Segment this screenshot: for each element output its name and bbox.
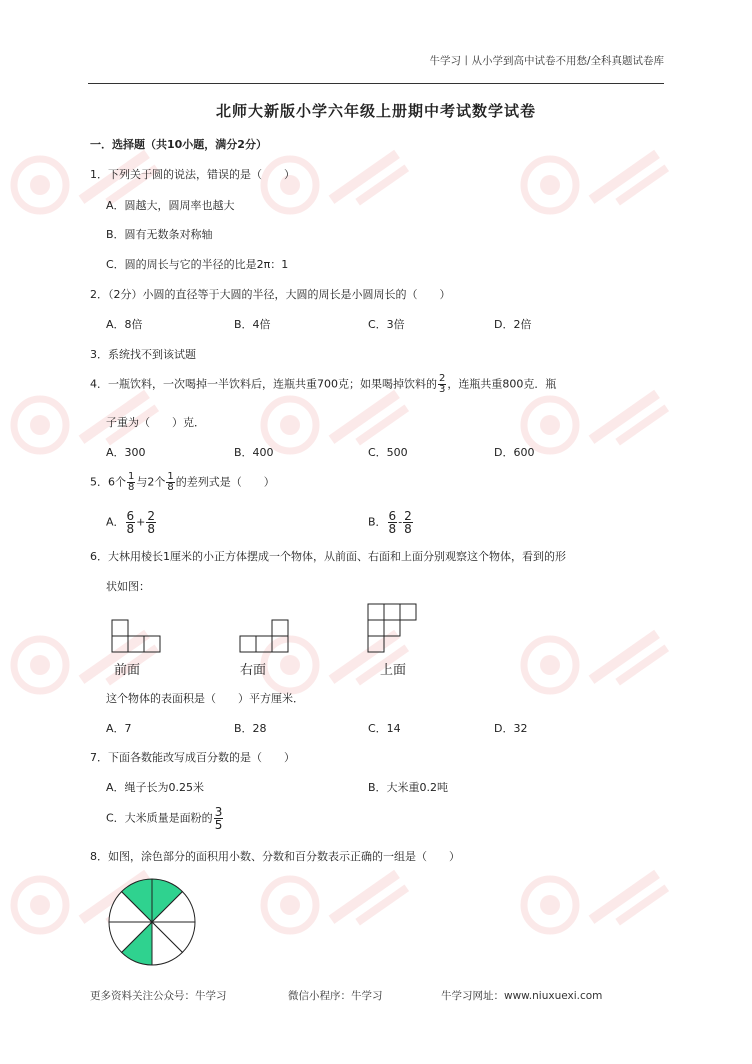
q6-views-figure [104,598,424,682]
view-label-front: 前面 [114,663,141,678]
header-text: 牛学习丨从小学到高中试卷不用愁/全科真题试卷库 [429,55,664,67]
top-view [368,604,416,652]
q5-stem [90,472,275,493]
q2-option-c: C．3倍 [368,318,405,331]
q5-option-b [368,510,414,535]
q2-option-d: D．2倍 [494,318,532,331]
q4-stem [90,374,556,395]
q1-option-b: B．圆有无数条对称轴 [106,228,213,241]
q4-frac-den: 3 [439,384,446,395]
q5-a-f2-num: 2 [147,509,156,523]
q5-lead: 5．6个 [90,475,126,489]
q7-option-c [106,806,224,831]
q7-stem: 7．下面各数能改写成百分数的是（ ） [90,751,295,764]
q6-option-b: B．28 [234,722,267,735]
q8-circle-figure [106,876,198,968]
q4-stem-after: ，连瓶共重800克．瓶 [447,377,557,391]
watermark-logo [10,140,170,233]
q4-fraction [438,374,446,395]
q5-b-label: B． [368,515,387,529]
q5-fraction-1 [127,472,135,493]
q5-b-f2-den: 8 [404,522,412,536]
q7-option-b: B．大米重0.2吨 [368,781,449,794]
header-rule [88,83,664,84]
section-heading: 一．选择题（共10小题，满分2分） [90,138,267,151]
q5-frac2-num: 1 [167,471,174,482]
q4-option-d: D．600 [494,446,535,459]
front-view [112,620,160,652]
q5-frac1-num: 1 [128,471,135,482]
watermark-logo [520,140,680,233]
q5-b-frac1 [388,510,398,535]
watermark-logo [260,860,420,953]
q2-option-a: A．8倍 [106,318,143,331]
q5-a-f1-num: 6 [126,509,135,523]
q5-a-f1-den: 8 [126,522,135,536]
q1-option-c: C．圆的周长与它的半径的比是2π：1 [106,258,289,271]
q4-stem-before: 4．一瓶饮料，一次喝掉一半饮料后，连瓶共重700克；如果喝掉饮料的 [90,377,437,391]
q6-option-a: A．7 [106,722,132,735]
q6-option-d: D．32 [494,722,528,735]
footer-right: 牛学习网址：www.niuxuexi.com [441,990,603,1002]
q5-a-frac1 [126,510,136,535]
q5-b-op: - [398,515,403,529]
q5-a-label: A． [106,515,125,529]
q6-option-c: C．14 [368,722,401,735]
q1-stem: 1．下列关于圆的说法，错误的是（ ） [90,168,295,181]
watermark-logo [520,860,680,953]
footer-mid: 微信小程序：牛学习 [288,990,383,1002]
q5-b-f1-den: 8 [388,522,397,536]
q5-mid: 与2个 [136,475,166,489]
q7-c-num: 3 [214,805,223,819]
q5-b-f2-num: 2 [404,509,412,523]
q5-tail: 的差列式是（ ） [175,475,275,489]
q5-frac1-den: 8 [128,482,135,493]
page-title: 北师大新版小学六年级上册期中考试数学试卷 [215,102,536,120]
watermark-logo [520,620,680,713]
q2-option-b: B．4倍 [234,318,271,331]
q5-a-op: + [136,515,146,529]
q4-stem-line2: 子重为（ ）克． [106,416,205,429]
q4-option-b: B．400 [234,446,274,459]
q5-b-frac2 [403,510,413,535]
q5-a-f2-den: 8 [147,522,156,536]
q6-stem: 6．大林用棱长1厘米的小正方体摆成一个物体，从前面、右面和上面分别观察这个物体，看到的形 [90,550,566,563]
q7-c-den: 5 [214,818,223,832]
q5-option-a [106,510,157,535]
q4-frac-num: 2 [439,373,446,384]
q7-c-fraction [214,806,224,831]
q7-c-text: C．大米质量是面粉的 [106,811,213,825]
q7-option-a: A．绳子长为0.25米 [106,781,205,794]
q4-option-a: A．300 [106,446,146,459]
q5-frac2-den: 8 [167,482,174,493]
view-label-top: 上面 [380,663,407,678]
q5-a-frac2 [146,510,156,535]
q3-stem: 3．系统找不到该试题 [90,348,196,361]
right-view [240,620,288,652]
q4-option-c: C．500 [368,446,408,459]
footer-left: 更多资料关注公众号：牛学习 [90,990,227,1002]
view-label-right: 右面 [240,663,267,678]
watermark-logo [260,140,420,233]
q6-ask: 这个物体的表面积是（ ）平方厘米． [106,692,304,705]
q8-stem: 8．如图，涂色部分的面积用小数、分数和百分数表示正确的一组是（ ） [90,850,460,863]
q5-fraction-2 [166,472,174,493]
q1-option-a: A．圆越大，圆周率也越大 [106,199,235,212]
q2-stem: 2．（2分）小圆的直径等于大圆的半径，大圆的周长是小圆周长的（ ） [90,288,451,301]
q5-b-f1-num: 6 [388,509,397,523]
q6-stem-line2: 状如图： [106,580,150,593]
